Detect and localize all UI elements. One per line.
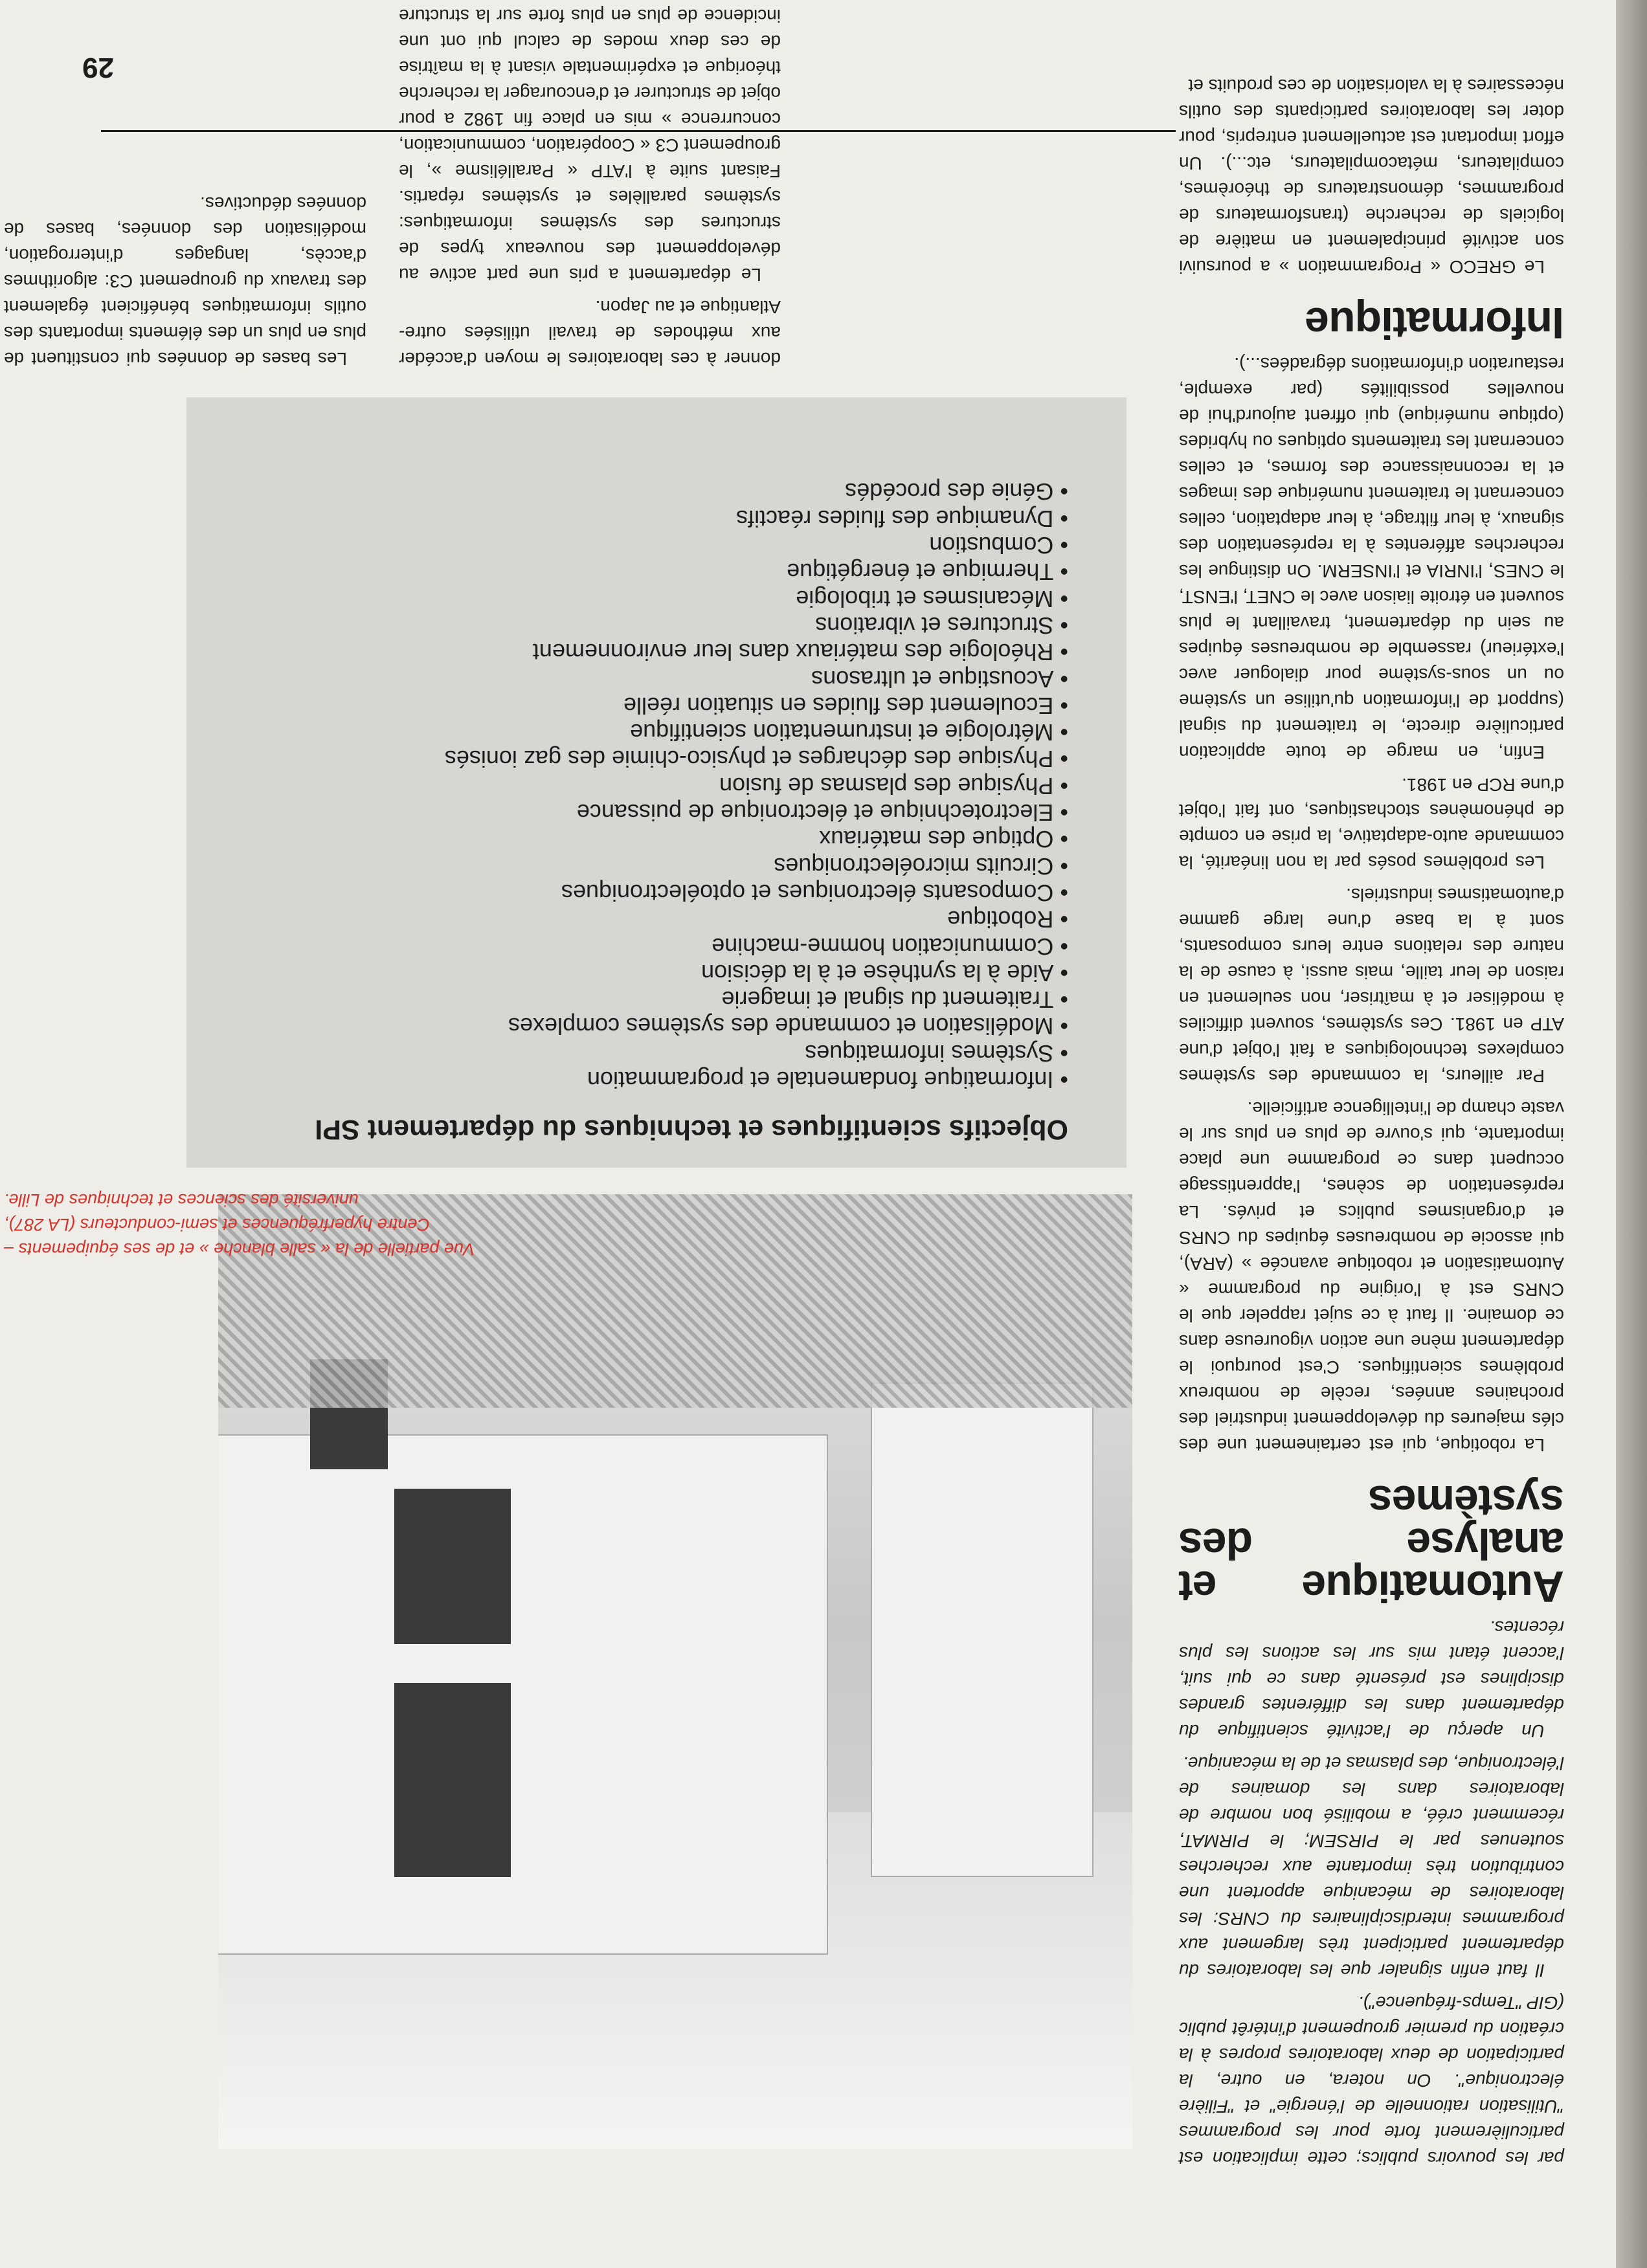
list-item: • Rhéologie des matériaux dans leur environnement: [445, 639, 1068, 665]
list-item: • Thermique et énergétique: [445, 559, 1068, 585]
list-item: • Physique des plasmas de fusion: [445, 772, 1068, 799]
paragraph: Le département a pris une part active au développement des nouveaux types de structures des systèmes informatiques: systèmes parallèles et systèmes répartis. Faisant suite à l'ATP « Parallélisme », le groupement C3 « Coopération, communication, concurrence » mis en place fin 1982 a pour objet de structurer et d'encourager la recherche théorique et expérimentale visant à la maîtrise de ces deux modes de calcul qui ont une incidence de plus en plus forte sur la structure: [399, 6, 781, 285]
clean-room-photo: [218, 1194, 1132, 2149]
right-column-top: [399, 6, 781, 372]
paragraph: donner à ces laboratoires le moyen d'accéder aux méthodes de travail utilisées outre-Atlantique et au Japon.: [399, 297, 781, 369]
photo-window: [394, 1683, 511, 1877]
paragraph: Enfin, en marge de toute application particulière directe, le traitement du signal (support de l'information qu'utilise un système ou un sous-système pour dialoguer avec l'extérieur) rassemble de nombreuses équipes au sein du département, travaillant le plus souvent en étroite liaison avec le CNET, l'ENST, le CNES, l'INRIA et l'INSERM. On distingue les recherches afférentes à la représentation des signaux, à leur filtrage, à leur adaptation, celles concernant le traitement numérique des images et la reconnaissance des formes, et celles concernant les traitements optiques ou hybrides (optique numérique) qui offrent aujourd'hui de nouvelles possibilités (par exemple, restauration d'informations dégradées...).: [1179, 354, 1564, 762]
photo-window: [394, 1489, 511, 1644]
paragraph: Par ailleurs, la commande des systèmes complexes technologiques a fait l'objet d'une ATP en 1981. Ces systèmes, souvent difficiles à modéliser et à maîtriser, non seulement en raison de leur taille, mais aussi, à cause de la nature des relations entre leurs composants, sont à la base d'une large gamme d'automatismes industriels.: [1179, 885, 1564, 1086]
left-column: [1179, 41, 1564, 2171]
photo-caption: Vue partielle de la « salle blanche » et de ses équipements – Centre hyperfréquences et semi-conducteurs (LA 287), université des sciences et techniques de Lille.: [4, 1190, 475, 1259]
photo-equipment-wall: [218, 1434, 828, 1955]
list-item: • Dynamique des fluides réactifs: [445, 505, 1068, 531]
page-number: 29: [82, 52, 114, 83]
list-item: • Ecoulement des fluides en situation réelle: [445, 693, 1068, 719]
list-item: • Combustion: [445, 532, 1068, 559]
page-edge: [1616, 0, 1647, 2268]
paragraph: La robotique, qui est certainement une des clés majeures du développement industriel des prochaines années, recèle de nombreux problèmes scientifiques. C'est pourquoi le département mène une action vigoureuse dans ce domaine. Il faut à ce sujet rappeler que le CNRS est à l'origine du programme « Automatisation et robotique avancée » (ARA), qui associe de nombreuses équipes du CNRS et d'organismes publics et privés. La représentation de scènes, l'apprentissage occupent dans ce programme une place importante, qui s'ouvre de plus en plus sur le vaste champ de l'intelligence artificielle.: [1179, 1098, 1564, 1455]
list-item: • Aide à la synthèse et à la décision: [445, 960, 1068, 986]
list-item: • Communication homme-machine: [445, 933, 1068, 959]
photo-cabinet: [871, 1383, 1093, 1877]
section-title: Informatique: [1305, 298, 1564, 348]
list-item: • Physique des décharges et physico-chimie des gaz ionisés: [445, 746, 1068, 772]
objectives-list: [445, 478, 1068, 1093]
list-item: • Robotique: [445, 906, 1068, 933]
list-item: • Acoustique et ultrasons: [445, 665, 1068, 692]
intro-paragraph: par les pouvoirs publics; cette implication est particulièrement forte pour les programmes "Utilisation rationnelle de l'énergie" et "Filière électronique". On notera, en outre, la participation de deux laboratoires propres à la création du premier groupement d'intérêt public (GIP "Temps-fréquence").: [1179, 1993, 1564, 2168]
list-item: • Systèmes informatiques: [445, 1040, 1068, 1066]
list-item: • Structures et vibrations: [445, 612, 1068, 639]
list-item: • Mécanismes et tribologie: [445, 585, 1068, 612]
list-item: • Electrotechnique et électronique de puissance: [445, 799, 1068, 826]
right-column-bottom: [4, 9, 366, 372]
list-item: • Circuits microélectroniques: [445, 852, 1068, 879]
list-item: • Génie des procédés: [445, 478, 1068, 505]
list-item: • Traitement du signal et imagerie: [445, 986, 1068, 1013]
objectives-box: [186, 397, 1126, 1168]
paragraph: Les bases de données qui constituent de plus en plus un des éléments importants des outils informatiques bénéficient également des travaux du groupement C3: algorithmes d'accès, langages d'interrogation, modélisation des données, bases de données déductives.: [4, 194, 366, 369]
list-item: • Optique des matériaux: [445, 826, 1068, 852]
objectives-title: Objectifs scientifiques et techniques du département SPI: [315, 1114, 1068, 1145]
paragraph: Le GRECO « Programmation » a poursuivi son activité principalement en matière de logiciels de recherche (transformateurs de programmes, démonstrateurs de théorèmes, compilateurs, métacompilateurs, etc...). Un effort important est actuellement entrepris, pour doter les laboratoires participants des outils nécessaires à la valorisation de ces produits et: [1179, 76, 1564, 277]
list-item: • Métrologie et instrumentation scientifique: [445, 719, 1068, 746]
list-item: • Informatique fondamentale et programmation: [445, 1067, 1068, 1093]
list-item: • Modélisation et commande des systèmes complexes: [445, 1013, 1068, 1040]
section-title: Automatique et analyse des systèmes: [1179, 1476, 1564, 1611]
list-item: • Composants électroniques et optoélectroniques: [445, 880, 1068, 906]
paragraph: Les problèmes posés par la non linéarité, la commande auto-adaptative, la prise en compte de phénomènes stochastiques, ont fait l'objet d'une RCP en 1981.: [1179, 775, 1564, 873]
paragraph: Un aperçu de l'activité scientifique du département dans les différentes grandes disciplines est présenté dans ce qui suit, l'accent étant mis sur les actions les plus récentes.: [1179, 1618, 1564, 1741]
paragraph: Il faut enfin signaler que les laboratoires du département participent très largement aux programmes interdisciplinaires du CNRS: les laboratoires de mécanique apportent une contribution très importante aux recherches soutenues par le PIRSEM; le PIRMAT, récemment créé, a mobilisé bon nombre de laboratoires dans les domaines de l'électronique, des plasmas et de la mécanique.: [1179, 1753, 1564, 1981]
